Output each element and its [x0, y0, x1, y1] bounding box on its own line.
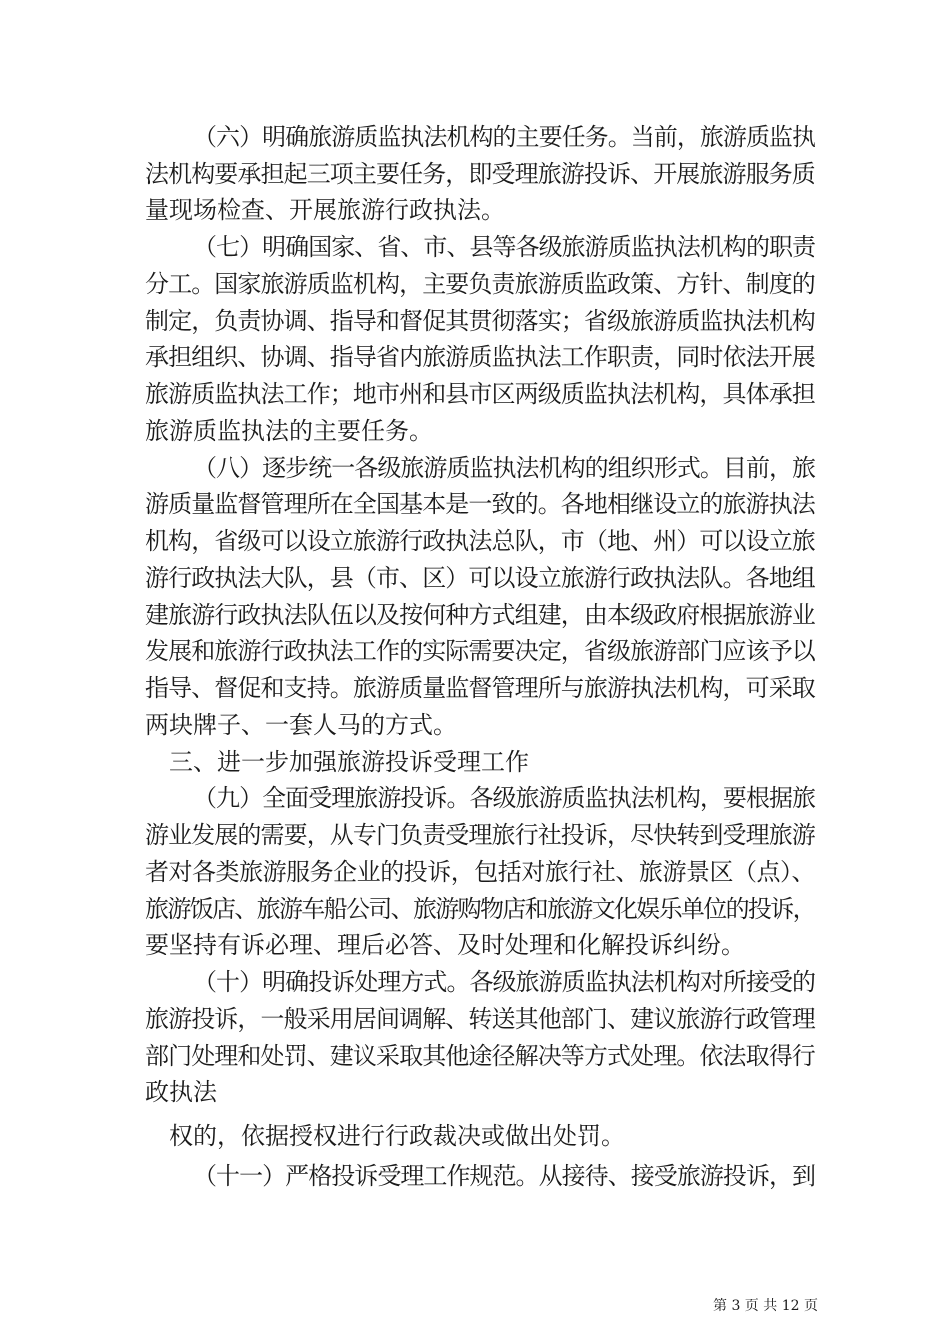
- paragraph-line: （七）明确国家、省、市、县等各级旅游质监执法机构的职责: [193, 233, 816, 261]
- paragraph-line: 量现场检查、开展旅游行政执法。: [145, 196, 505, 224]
- paragraph-line: 权的，依据授权进行行政裁决或做出处罚。: [169, 1122, 625, 1150]
- paragraph-line: （九）全面受理旅游投诉。各级旅游质监执法机构，要根据旅: [193, 784, 816, 812]
- paragraph-line: 旅游质监执法的主要任务。: [145, 417, 433, 445]
- paragraph-line: 者对各类旅游服务企业的投诉，包括对旅行社、旅游景区（点）、: [145, 858, 816, 886]
- paragraph-line: （六）明确旅游质监执法机构的主要任务。当前，旅游质监执: [193, 123, 816, 151]
- paragraph-line: （八）逐步统一各级旅游质监执法机构的组织形式。目前，旅: [193, 454, 816, 482]
- paragraph-line: 旅游饭店、旅游车船公司、旅游购物店和旅游文化娱乐单位的投诉，: [145, 895, 815, 923]
- paragraph-line: 旅游投诉，一般采用居间调解、转送其他部门、建议旅游行政管理: [145, 1005, 815, 1033]
- paragraph-line: 分工。国家旅游质监机构，主要负责旅游质监政策、方针、制度的: [145, 270, 815, 298]
- paragraph-line: 游行政执法大队，县（市、区）可以设立旅游行政执法队。各地组: [145, 564, 815, 592]
- paragraph-line: 指导、督促和支持。旅游质量监督管理所与旅游执法机构，可采取: [145, 674, 815, 702]
- paragraph-line: （十一）严格投诉受理工作规范。从接待、接受旅游投诉，到: [193, 1162, 816, 1190]
- paragraph-line: 旅游质监执法工作；地市州和县市区两级质监执法机构，具体承担: [145, 380, 815, 408]
- paragraph-line: 游质量监督管理所在全国基本是一致的。各地相继设立的旅游执法: [145, 490, 815, 518]
- paragraph-line: 机构，省级可以设立旅游行政执法总队，市（地、州）可以设立旅: [145, 527, 815, 555]
- paragraph-line: （十）明确投诉处理方式。各级旅游质监执法机构对所接受的: [193, 968, 816, 996]
- paragraph-line: 发展和旅游行政执法工作的实际需要决定，省级旅游部门应该予以: [145, 637, 815, 665]
- paragraph-line: 制定，负责协调、指导和督促其贯彻落实；省级旅游质监执法机构: [145, 307, 815, 335]
- section-heading: 三、进一步加强旅游投诉受理工作: [169, 748, 529, 776]
- paragraph-line: 两块牌子、一套人马的方式。: [145, 711, 457, 739]
- page-number-footer: 第 3 页 共 12 页: [713, 1298, 818, 1314]
- paragraph-line: 游业发展的需要，从专门负责受理旅行社投诉，尽快转到受理旅游: [145, 821, 815, 849]
- paragraph-line: 法机构要承担起三项主要任务，即受理旅游投诉、开展旅游服务质: [145, 160, 815, 188]
- paragraph-line: 政执法: [145, 1078, 217, 1106]
- paragraph-line: 要坚持有诉必理、理后必答、及时处理和化解投诉纠纷。: [145, 931, 745, 959]
- paragraph-line: 建旅游行政执法队伍以及按何种方式组建，由本级政府根据旅游业: [145, 601, 815, 629]
- paragraph-line: 部门处理和处罚、建议采取其他途径解决等方式处理。依法取得行: [145, 1042, 815, 1070]
- paragraph-line: 承担组织、协调、指导省内旅游质监执法工作职责，同时依法开展: [145, 343, 815, 371]
